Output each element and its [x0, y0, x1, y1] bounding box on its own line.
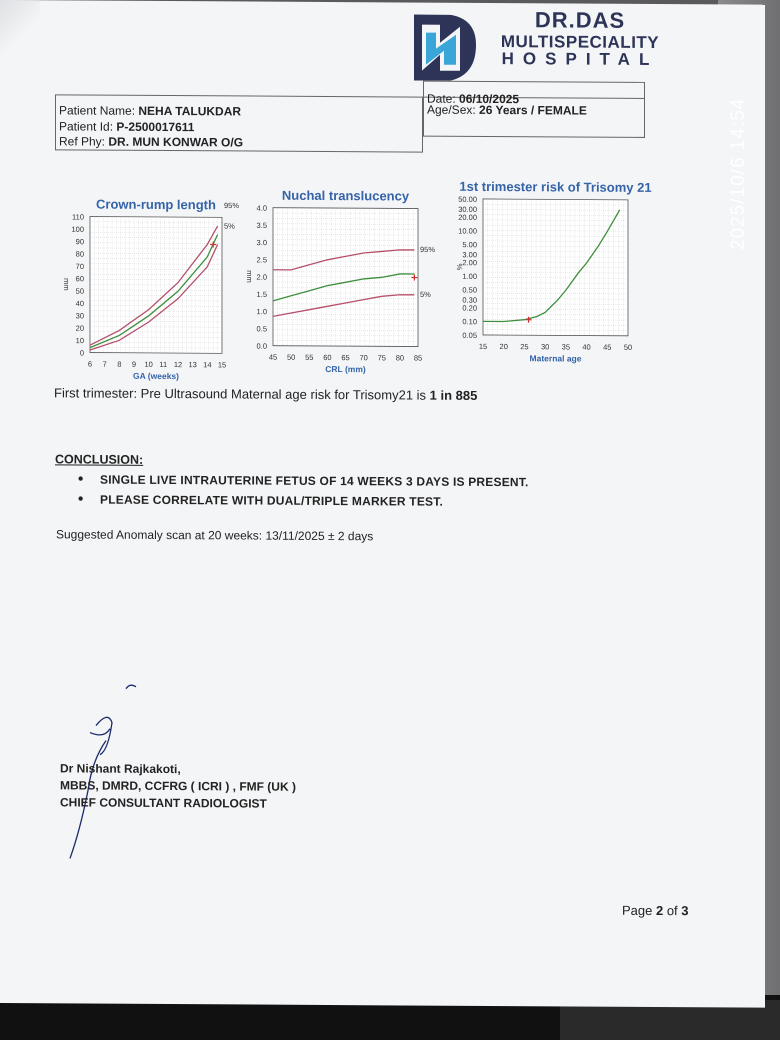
- x-tick-label: 80: [395, 353, 405, 363]
- photo-timestamp: [728, 20, 768, 250]
- y-tick-label: 20.00: [458, 212, 477, 222]
- y-tick-label: 2.0: [256, 272, 267, 282]
- y-tick-label: 10: [75, 336, 84, 346]
- x-axis-label: CRL (mm): [325, 363, 366, 375]
- page-total: 3: [681, 903, 689, 919]
- y-tick-label: 80: [75, 249, 84, 259]
- chart-title: Crown-rump length: [96, 196, 216, 213]
- x-tick-label: 65: [341, 353, 350, 363]
- page-of: of: [663, 903, 682, 919]
- x-tick-label: 14: [203, 360, 212, 370]
- x-tick-label: 10: [144, 359, 153, 369]
- x-tick-label: 55: [305, 352, 314, 362]
- conclusion-item: • PLEASE CORRELATE WITH DUAL/TRIPLE MARKER TEST.: [78, 492, 529, 509]
- patient-name-row: [59, 103, 241, 118]
- risk-text: Pre Ultrasound Maternal age risk for Trisomy21 is: [137, 385, 430, 403]
- y-tick-label: 40: [75, 299, 84, 309]
- x-tick-label: 20: [499, 342, 508, 352]
- x-tick-label: 15: [478, 341, 488, 351]
- crl-chart: [50, 188, 250, 394]
- y-tick-label: 50: [75, 286, 84, 296]
- conclusion-heading: CONCLUSION:: [55, 452, 144, 467]
- x-tick-label: 50: [623, 342, 633, 352]
- x-tick-label: 8: [117, 359, 122, 369]
- x-tick-label: 30: [540, 342, 550, 352]
- y-tick-label: 0.20: [462, 303, 477, 313]
- page-fold: [0, 0, 40, 60]
- conclusion-list: [78, 466, 529, 509]
- trisomy-chart: [440, 175, 652, 381]
- hospital-name-line3: HOSPITAL: [501, 49, 659, 70]
- patient-id-row: [59, 119, 194, 134]
- hospital-logo-icon: [410, 15, 478, 81]
- y-tick-label: 0.50: [462, 285, 477, 295]
- nt-chart: [245, 181, 445, 387]
- doctor-title: CHIEF CONSULTANT RADIOLOGIST: [60, 795, 267, 811]
- y-tick-label: 0.10: [462, 317, 477, 327]
- x-tick-label: 9: [131, 359, 137, 369]
- page-prefix: Page: [622, 902, 656, 919]
- hospital-name-line2: MULTISPECIALITY: [500, 32, 660, 53]
- hospital-name: [490, 7, 670, 70]
- x-tick-label: 60: [323, 352, 332, 363]
- x-axis-label: GA (weeks): [133, 370, 179, 382]
- x-tick-label: 11: [159, 359, 168, 370]
- risk-value: 1 in 885: [429, 387, 478, 403]
- x-tick-label: 70: [359, 353, 368, 363]
- date-label: Date:: [427, 91, 456, 106]
- patient-name-label: Patient Name:: [59, 103, 136, 118]
- y-tick-label: 2.00: [462, 258, 477, 268]
- y-tick-label: 1.00: [462, 271, 477, 281]
- age-sex: 26 Years / FEMALE: [479, 102, 587, 118]
- x-tick-label: 15: [217, 360, 227, 370]
- trisomy-chart-svg: [440, 175, 652, 376]
- y-tick-label: 0.05: [462, 330, 477, 340]
- suggested-anomaly-scan: Suggested Anomaly scan at 20 weeks: 13/11/2025 ± 2 days: [56, 527, 374, 544]
- x-axis-label: Maternal age: [529, 353, 582, 364]
- y-tick-label: 2.5: [256, 255, 267, 265]
- hospital-name-line1: DR.DAS: [534, 7, 626, 33]
- y-tick-label: 1.0: [256, 307, 267, 317]
- y-tick-label: 0.5: [256, 324, 267, 334]
- curve-label-95: 95%: [420, 244, 436, 255]
- report-date: 06/10/2025: [459, 91, 520, 107]
- y-tick-label: 70: [75, 261, 84, 271]
- y-tick-label: 3.5: [256, 220, 267, 230]
- y-tick-label: 30: [75, 311, 84, 321]
- age-sex-row: [427, 103, 587, 118]
- y-tick-label: 5.00: [462, 240, 477, 250]
- y-tick-label: 30.00: [458, 204, 477, 214]
- x-tick-label: 25: [520, 342, 529, 352]
- y-tick-label: 110: [72, 212, 84, 222]
- chart-title: Nuchal translucency: [281, 187, 410, 204]
- x-tick-label: 45: [603, 342, 612, 352]
- timestamp-text: 2025/10/6 14:54: [728, 97, 749, 250]
- y-tick-label: 0: [79, 348, 84, 358]
- ref-phy-label: Ref Phy:: [59, 134, 106, 149]
- y-tick-label: 50.00: [458, 194, 477, 204]
- chart-title: 1st trimester risk of Trisomy 21: [459, 178, 652, 195]
- y-tick-label: 10.00: [458, 226, 477, 236]
- y-tick-label: 1.5: [256, 289, 267, 299]
- x-tick-label: 85: [413, 353, 423, 363]
- y-tick-label: 90: [75, 237, 84, 247]
- signature-block: [60, 760, 296, 812]
- y-tick-label: 60: [75, 274, 84, 284]
- patient-id-label: Patient Id:: [59, 119, 114, 134]
- x-tick-label: 7: [102, 359, 107, 369]
- x-tick-label: 12: [173, 360, 183, 370]
- conclusion-item: • SINGLE LIVE INTRAUTERINE FETUS OF 14 WEEKS 3 DAYS IS PRESENT.: [78, 472, 529, 489]
- x-tick-label: 75: [377, 353, 386, 363]
- y-tick-label: 100: [71, 224, 84, 234]
- curve-label-5: 5%: [420, 289, 431, 299]
- ref-phy: DR. MUN KONWAR O/G: [108, 134, 244, 150]
- x-tick-label: 35: [561, 342, 571, 352]
- doctor-qualifications: MBBS, DMRD, CCFRG ( ICRI ) , FMF (UK ): [60, 778, 296, 794]
- y-axis-label: %: [455, 263, 464, 271]
- doctor-name: Dr Nishant Rajkakoti,: [60, 761, 181, 777]
- crl-chart-svg: [50, 188, 250, 389]
- risk-statement: [54, 385, 477, 403]
- risk-prefix: First trimester:: [54, 385, 138, 401]
- curve-label-5: 5%: [224, 221, 235, 231]
- page-current: 2: [655, 903, 664, 919]
- y-tick-label: 3.0: [256, 238, 267, 248]
- y-axis-label: mm: [62, 278, 71, 291]
- x-tick-label: 45: [268, 352, 278, 362]
- x-tick-label: 6: [87, 359, 93, 369]
- ref-phy-row: [59, 134, 243, 149]
- y-tick-label: 0.0: [256, 341, 267, 351]
- page-number: [622, 903, 689, 918]
- patient-name: NEHA TALUKDAR: [138, 103, 242, 119]
- y-tick-label: 3.00: [462, 250, 477, 260]
- y-tick-label: 20: [75, 323, 84, 333]
- patient-info-table: [55, 78, 645, 154]
- x-tick-label: 40: [582, 342, 591, 352]
- y-tick-label: 0.30: [462, 295, 477, 305]
- x-tick-label: 13: [188, 360, 197, 370]
- y-tick-label: 4.0: [256, 203, 267, 213]
- nt-chart-svg: [245, 181, 445, 382]
- x-tick-label: 50: [286, 352, 296, 362]
- y-axis-label: mm: [245, 270, 254, 283]
- age-sex-label: Age/Sex:: [427, 102, 476, 117]
- curve-label-95: 95%: [224, 201, 240, 211]
- patient-id: P-2500017611: [116, 119, 195, 135]
